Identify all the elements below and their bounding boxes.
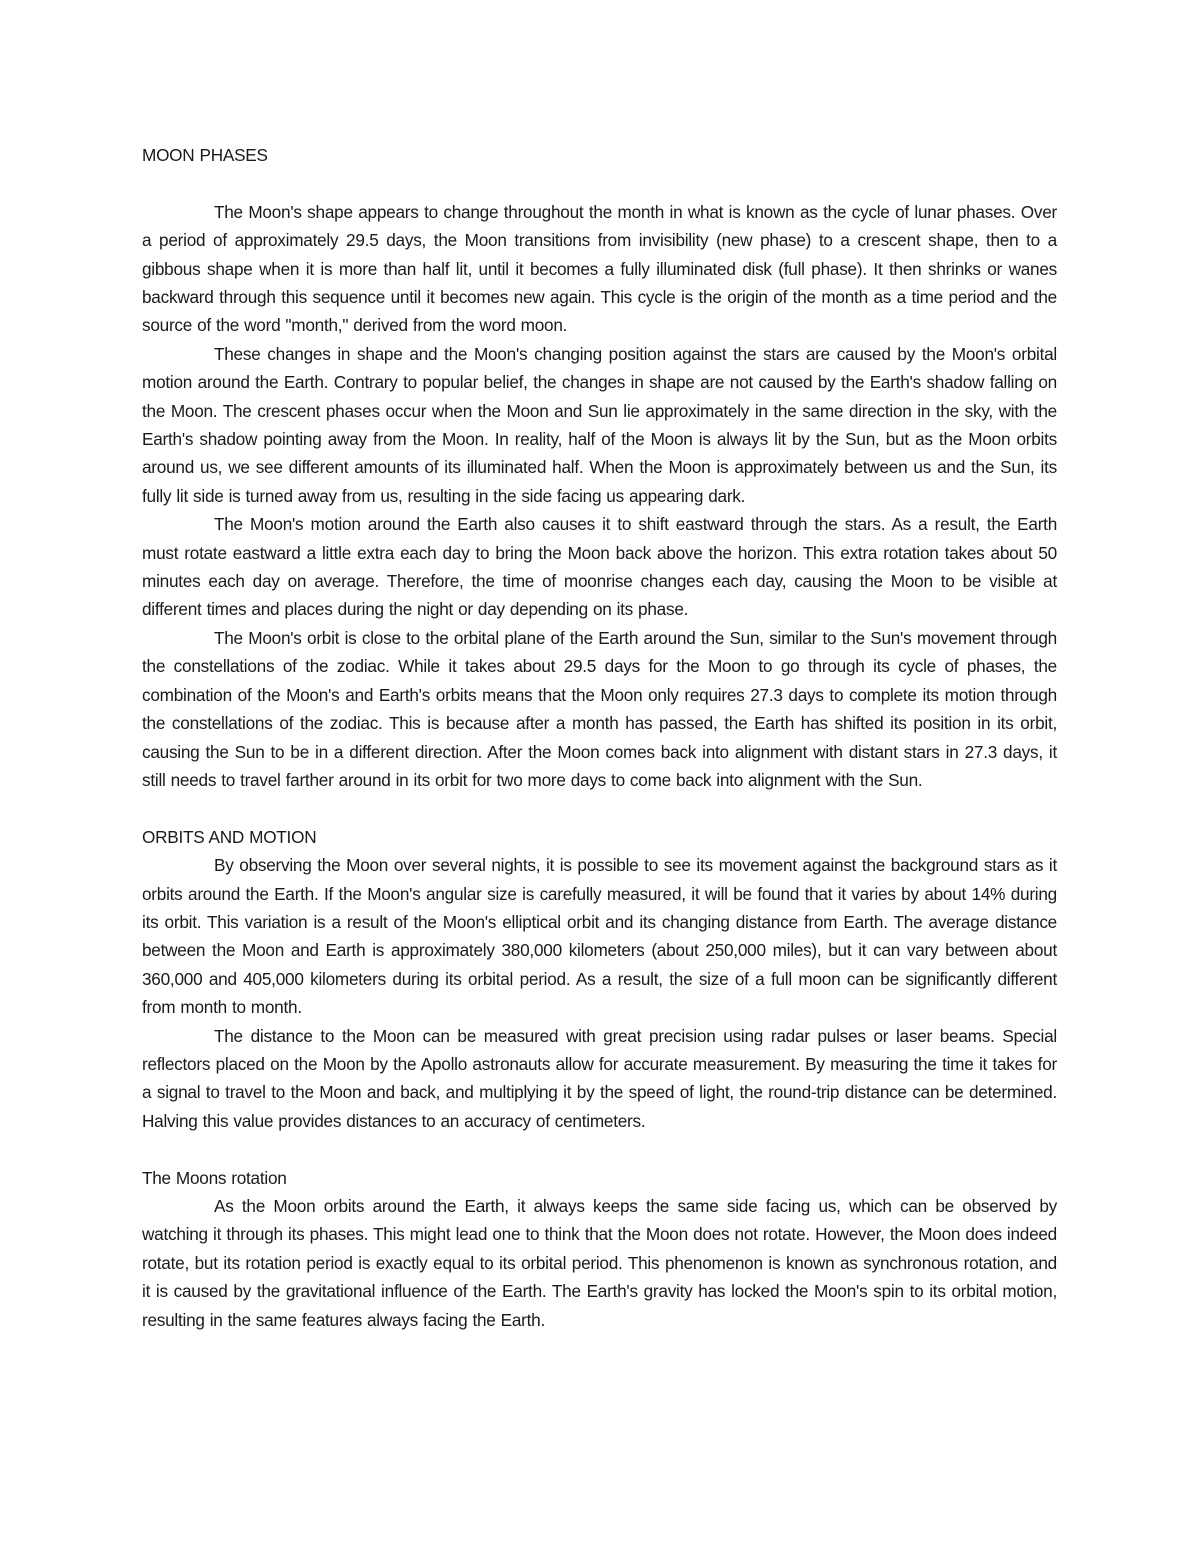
paragraph: By observing the Moon over several nights, it is possible to see its movement against the background stars as it orbits around the Earth. If the Moon's angular size is carefully measured, it will be found that it varies by about 14% during its orbit. This variation is a result of the Moon's elliptical orbit and its changing distance from Earth. The average distance between the Moon and Earth is approximately 380,000 kilometers (about 250,000 miles), but it can vary between about 360,000 and 405,000 kilometers during its orbital period. As a result, the size of a full moon can be significantly different from month to month.: [142, 855, 1057, 1018]
paragraph: The Moon's motion around the Earth also causes it to shift eastward through the stars. As a result, the Earth must rotate eastward a little extra each day to bring the Moon back above the horizon. This extra rotation takes about 50 minutes each day on average. Therefore, the time of moonrise changes each day, causing the Moon to be visible at different times and places during the night or day depending on its phase.: [142, 514, 1057, 620]
document-page: [142, 141, 1057, 1334]
section-moon-rotation: [142, 1164, 1057, 1334]
section-orbits-and-motion: [142, 823, 1057, 1135]
paragraph: As the Moon orbits around the Earth, it always keeps the same side facing us, which can be observed by watching it through its phases. This might lead one to think that the Moon does not rotate. However, the Moon does indeed rotate, but its rotation period is exactly equal to its orbital period. This phenomenon is known as synchronous rotation, and it is caused by the gravitational influence of the Earth. The Earth's gravity has locked the Moon's spin to its orbital motion, resulting in the same features always facing the Earth.: [142, 1195, 1057, 1330]
section-moon-phases: [142, 141, 1057, 794]
paragraph: These changes in shape and the Moon's changing position against the stars are caused by the Moon's orbital motion around the Earth. Contrary to popular belief, the changes in shape are not caused by the Earth's shadow falling on the Moon. The crescent phases occur when the Moon and Sun lie approximately in the same direction in the sky, with the Earth's shadow pointing away from the Moon. In reality, half of the Moon is always lit by the Sun, but as the Moon orbits around us, we see different amounts of its illuminated half. When the Moon is approximately between us and the Sun, its fully lit side is turned away from us, resulting in the side facing us appearing dark.: [142, 343, 1057, 506]
paragraph: The Moon's shape appears to change throughout the month in what is known as the cycle of lunar phases. Over a period of approximately 29.5 days, the Moon transitions from invisibility (new phase) to a crescent shape, then to a gibbous shape when it is more than half lit, until it becomes a fully illuminated disk (full phase). It then shrinks or wanes backward through this sequence until it becomes new again. This cycle is the origin of the month as a time period and the source of the word "month," derived from the word moon.: [142, 201, 1057, 336]
section-heading: MOON PHASES: [142, 145, 268, 165]
paragraph: The distance to the Moon can be measured with great precision using radar pulses or laser beams. Special reflectors placed on the Moon by the Apollo astronauts allow for accurate measurement. By measuring the time it takes for a signal to travel to the Moon and back, and multiplying it by the speed of light, the round-trip distance can be determined. Halving this value provides distances to an accuracy of centimeters.: [142, 1025, 1057, 1131]
section-heading: ORBITS AND MOTION: [142, 826, 317, 847]
paragraph: The Moon's orbit is close to the orbital plane of the Earth around the Sun, similar to the Sun's movement through the constellations of the zodiac. While it takes about 29.5 days for the Moon to go through its cycle of phases, the combination of the Moon's and Earth's orbits means that the Moon only requires 27.3 days to complete its motion through the constellations of the zodiac. This is because after a month has passed, the Earth has shifted its position in its orbit, causing the Sun to be in a different direction. After the Moon comes back into alignment with distant stars in 27.3 days, it still needs to travel farther around in its orbit for two more days to come back into alignment with the Sun.: [142, 627, 1057, 790]
section-heading: The Moons rotation: [142, 1167, 287, 1188]
